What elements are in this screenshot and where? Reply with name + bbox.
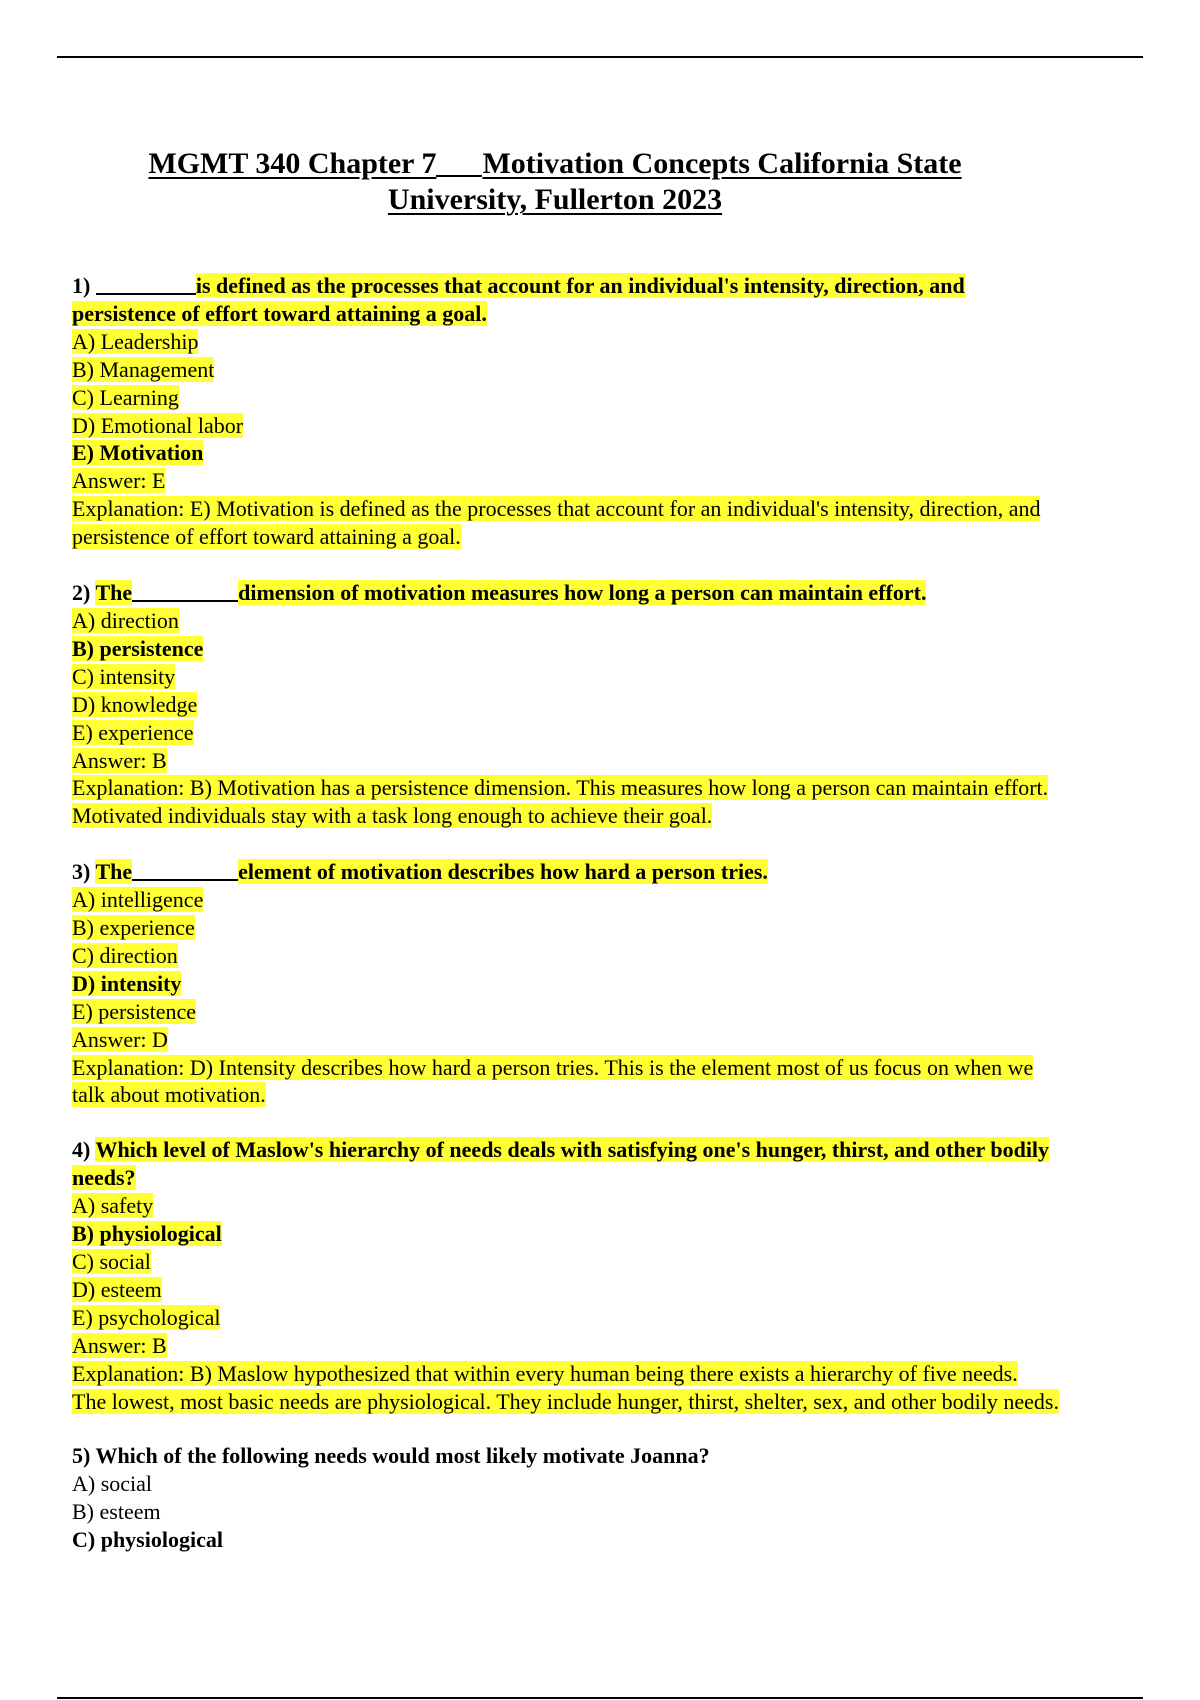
explanation-cont: persistence of effort toward attaining a goal. bbox=[72, 524, 461, 550]
answer-blank bbox=[132, 857, 238, 881]
answer-line: Answer: B bbox=[72, 747, 167, 773]
option-a: A) Leadership bbox=[72, 328, 199, 354]
option-c: C) direction bbox=[72, 942, 178, 968]
explanation-cont: talk about motivation. bbox=[72, 1082, 266, 1108]
question-stem-cont: needs? bbox=[72, 1165, 136, 1191]
answer-line: Answer: D bbox=[72, 1026, 168, 1052]
option-b: B) Management bbox=[72, 356, 215, 382]
option-c: C) Learning bbox=[72, 384, 179, 410]
question-number: 3) bbox=[72, 859, 91, 885]
option-c: C) intensity bbox=[72, 663, 176, 689]
question-stem: element of motivation describes how hard a person tries. bbox=[238, 859, 768, 885]
option-e: E) persistence bbox=[72, 998, 196, 1024]
option-c: C) social bbox=[72, 1249, 151, 1274]
explanation: Explanation: B) Maslow hypothesized that within every human being there exists a hierarchy of five needs. bbox=[72, 1360, 1018, 1386]
explanation-cont: Motivated individuals stay with a task long enough to achieve their goal. bbox=[72, 803, 713, 829]
question-prefix: The bbox=[95, 859, 133, 885]
question-number: 4) bbox=[72, 1137, 91, 1163]
page-title bbox=[110, 146, 1000, 218]
option-b-correct: B) persistence bbox=[72, 635, 204, 661]
question-5 bbox=[72, 1442, 1152, 1554]
option-b: B) esteem bbox=[72, 1499, 161, 1525]
option-d: D) Emotional labor bbox=[72, 412, 244, 438]
question-1 bbox=[72, 271, 1152, 551]
title-part1: MGMT 340 Chapter 7 bbox=[148, 147, 437, 180]
explanation: Explanation: B) Motivation has a persistence dimension. This measures how long a person can maintain effort. bbox=[72, 775, 1049, 801]
question-stem: dimension of motivation measures how long a person can maintain effort. bbox=[238, 580, 927, 606]
question-list bbox=[72, 271, 1152, 1581]
answer-line: Answer: E bbox=[72, 468, 166, 494]
option-c-correct: C) physiological bbox=[72, 1527, 223, 1553]
question-4 bbox=[72, 1136, 1152, 1415]
explanation: Explanation: E) Motivation is defined as the processes that account for an individual's intensity, direction, and bbox=[72, 496, 1041, 522]
question-stem: is defined as the processes that account for an individual's intensity, direction, and bbox=[195, 273, 965, 298]
option-a: A) intelligence bbox=[72, 887, 204, 913]
question-number: 1) bbox=[72, 273, 91, 298]
option-e-correct: E) Motivation bbox=[72, 440, 204, 466]
option-d-correct: D) intensity bbox=[72, 970, 182, 996]
answer-blank bbox=[132, 578, 238, 602]
explanation-cont: The lowest, most basic needs are physiological. They include hunger, thirst, shelter, sex, and other bodily needs. bbox=[72, 1388, 1059, 1414]
question-2 bbox=[72, 578, 1152, 830]
option-b-correct: B) physiological bbox=[72, 1221, 222, 1247]
question-number: 2) bbox=[72, 580, 91, 606]
title-line2: University, Fullerton 2023 bbox=[387, 183, 723, 216]
question-stem: Which of the following needs would most likely motivate Joanna? bbox=[95, 1443, 710, 1469]
option-d: D) knowledge bbox=[72, 691, 198, 717]
question-number: 5) bbox=[72, 1443, 91, 1469]
top-rule bbox=[57, 56, 1143, 58]
answer-blank bbox=[96, 271, 196, 295]
option-e: E) experience bbox=[72, 719, 194, 745]
option-b: B) experience bbox=[72, 915, 195, 941]
option-a: A) direction bbox=[72, 607, 179, 633]
title-part2: Motivation Concepts California State bbox=[482, 147, 962, 180]
option-a: A) safety bbox=[72, 1193, 154, 1219]
option-e: E) psychological bbox=[72, 1304, 221, 1330]
explanation: Explanation: D) Intensity describes how hard a person tries. This is the element most of us focus on when we bbox=[72, 1054, 1034, 1080]
question-3 bbox=[72, 857, 1152, 1109]
option-a: A) social bbox=[72, 1471, 153, 1497]
option-d: D) esteem bbox=[72, 1276, 162, 1302]
answer-line: Answer: B bbox=[72, 1332, 167, 1358]
bottom-rule bbox=[57, 1697, 1143, 1699]
question-prefix: The bbox=[95, 580, 133, 606]
question-stem: Which level of Maslow's hierarchy of needs deals with satisfying one's hunger, thirst, and other bodily bbox=[95, 1137, 1050, 1163]
question-stem-cont: persistence of effort toward attaining a goal. bbox=[72, 300, 487, 326]
